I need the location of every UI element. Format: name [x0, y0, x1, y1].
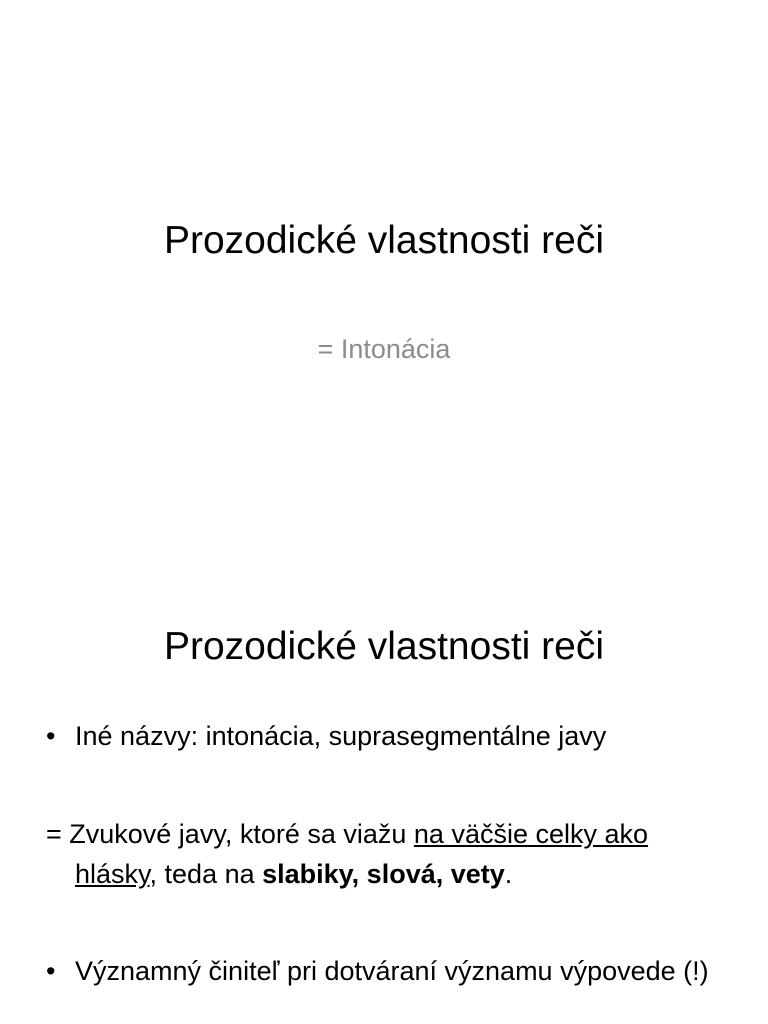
definition-suffix: . — [504, 859, 513, 889]
definition-paragraph — [46, 814, 736, 894]
definition-bold: slabiky, slová, vety — [262, 859, 505, 889]
bullet-icon: • — [46, 721, 56, 751]
bullet-item-other-names — [46, 716, 736, 756]
slide-2-content — [46, 716, 736, 991]
slide-2 — [0, 576, 768, 1024]
definition-underlined: na väčšie celky ako hlásky — [75, 819, 649, 889]
bullet-item-significance — [46, 951, 736, 991]
definition-middle: , teda na — [149, 859, 263, 889]
bullet-item-text: Iné názvy: intonácia, suprasegmentálne javy — [75, 721, 607, 751]
bullet-icon: • — [46, 956, 56, 986]
slide-1-subtitle: = Intonácia — [317, 334, 451, 364]
slide-2-title: Prozodické vlastnosti reči — [163, 625, 604, 668]
slide-1-title: Prozodické vlastnosti reči — [163, 219, 604, 262]
definition-prefix: = Zvukové javy, ktoré sa viažu — [46, 819, 414, 849]
bullet-item-text: Významný činiteľ pri dotváraní významu výpovede (!) — [75, 956, 709, 986]
